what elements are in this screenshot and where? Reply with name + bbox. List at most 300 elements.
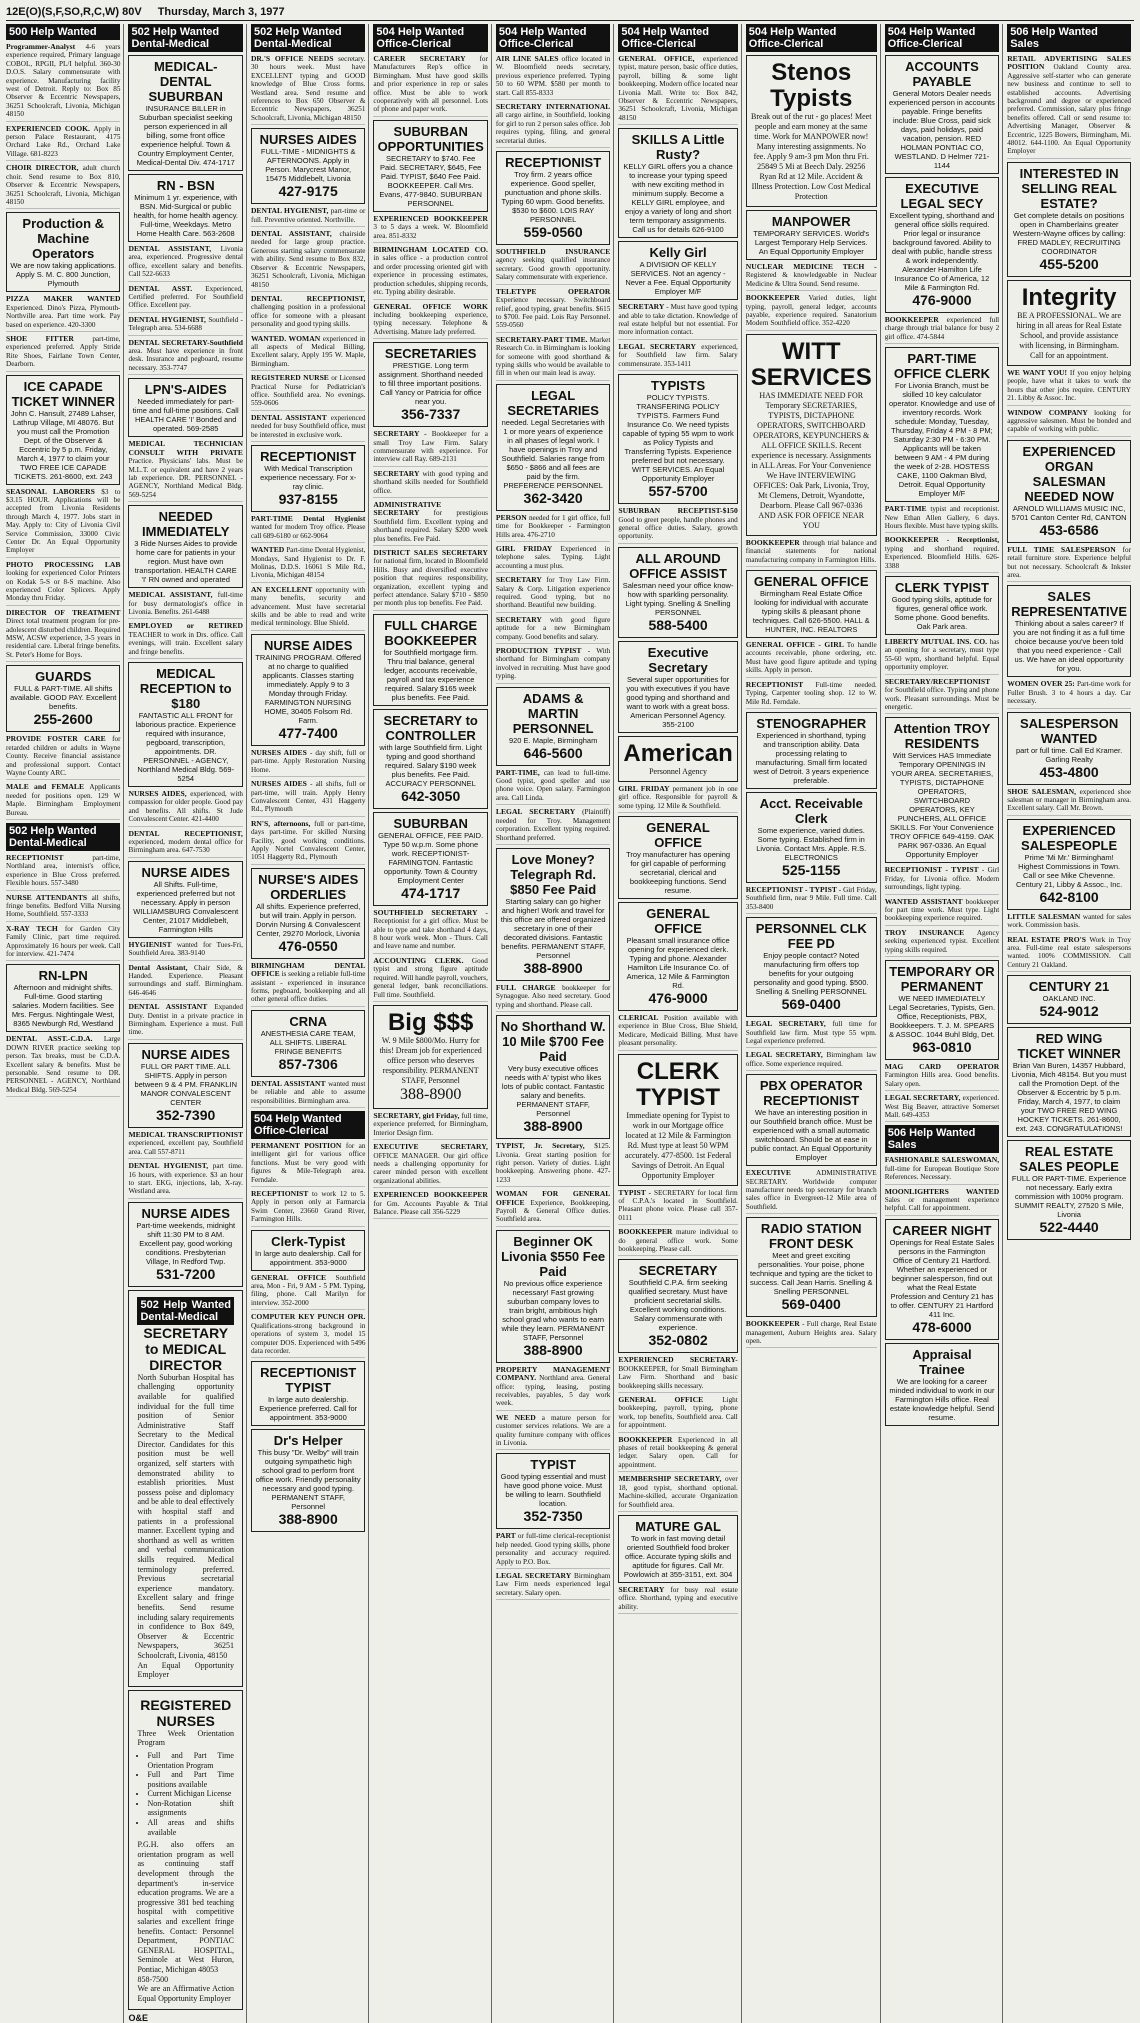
display-ad-title: RADIO STATION FRONT DESK	[760, 1221, 862, 1252]
classified-ad	[496, 103, 610, 148]
display-ad-body: Pleasant small insurance office opening for experienced clerk. Typing and phone. Alexander Hamilton Life Insurance Co. of America, 12 Mile & Farmington Rd.	[626, 935, 730, 990]
display-ad	[496, 384, 610, 511]
ad-text: Part-time work for Fuller Brush. 3 to 4 hours a day. Car necessary.	[1007, 680, 1131, 706]
classified-ad	[885, 505, 999, 533]
display-ad	[496, 848, 610, 981]
ad-lead: WE NEED	[495, 1412, 542, 1422]
display-ad-title: RN-LPN	[38, 968, 88, 984]
ad-lead: LITTLE SALESMAN	[1007, 911, 1083, 921]
ad-lead: EXPERIENCED COOK.	[6, 123, 94, 133]
ad-lead: SECRETARY	[373, 468, 423, 478]
display-ad-title: PBX OPERATOR RECEPTIONIST	[759, 1078, 863, 1109]
ad-text: for national firm, located in Bloomfield Hills. Busy and diversified executive position that requires responsibility, organization, excellent typing and perfect attendance. Salary $710 - $850 per month plus top benefits. Fee Paid.	[373, 557, 488, 608]
display-ad-body: Immediate opening for Typist to work in our Mortgage office located at 12 Mile & Farmington Rd. Must type at least 50 WPM accurately. 477-8500. 1st Federal Savings of Detroit. An Equal Opportunity Employer	[624, 1110, 732, 1180]
classified-ad	[496, 576, 610, 613]
display-ad-title: NURSE AIDES	[141, 1205, 230, 1221]
ad-text: Direct total treatment program for pre-adolescent disturbed children. Required MSW, ACSW experience, 3-5 years in residential care. Liberal fringe benefits. St. Peter's Home for Boys.	[6, 617, 121, 659]
display-ad	[128, 1202, 242, 1287]
display-ad	[128, 378, 242, 437]
classified-ad	[496, 1190, 610, 1227]
display-ad	[885, 960, 999, 1060]
ad-text: all shifts, fringe benefits. Bedford Villa Nursing Home, Southfield. 557-3333	[6, 893, 121, 919]
display-ad-phone: 642-3050	[401, 787, 461, 804]
ad-lead: TROY INSURANCE	[884, 927, 977, 937]
ad-text: Registered & knowledgeable in Nuclear Medicine & Ultra Sound. Send resume.	[745, 271, 877, 288]
ad-text: a mature person for customer services relations. We are a quality furniture company with offices in Livonia.	[495, 1413, 611, 1448]
display-ad	[251, 1361, 365, 1426]
ad-text: full time for Southfield law firm. Must type 55 wpm. Legal experience preferred.	[745, 1020, 877, 1045]
ad-lead: PRODUCTION TYPIST	[495, 646, 588, 656]
ad-text: Oakland County area. Aggressive self-starter who can generate new business and continue to sell to established accounts. Advertising background and degree or experienced preferred. Commission, salary plus fringe benefits offered. Call or send resume to: Advertising Manager, Observer & Eccentric, 1225 Bowers, Birmingham, Mi. 48012. 644-1100. An Equal Opportunity Employer	[1007, 63, 1131, 156]
display-ad-title: SALESPERSON WANTED	[1019, 715, 1119, 746]
display-ad-title: ADAMS & MARTIN PERSONNEL	[512, 690, 594, 736]
display-ad-phone: 388-8900	[523, 1118, 583, 1135]
page-code: 12E(O)(S,F,SO,R,C,W) 80V	[6, 6, 142, 18]
section-header: 504 Help Wanted Office-Clerical	[885, 24, 999, 52]
ad-text: Bookkeeper for a small Troy Law Firm. Salary commensurate with experience. For interview call Ray. 689-2131	[373, 430, 488, 464]
classified-ad	[885, 929, 999, 957]
display-ad-body: Several super opportunities for you with executives if you have good typing and shorthand and want to work with a great boss. American Personnel Agency. 355-2100	[626, 674, 730, 729]
display-ad	[885, 576, 999, 635]
display-ad-body: Troy firm. 2 years office experience. Good speller, punctuation and phone skills. Typing 60 wpm. Good benefits. $530 to $600. LOIS RAY PERSONNEL	[501, 170, 605, 225]
classified-ad	[496, 1366, 610, 1411]
display-ad-title: EXECUTIVE LEGAL SECY	[900, 181, 984, 211]
ad-lead: GENERAL OFFICE WORK	[373, 301, 488, 311]
classified-ad	[373, 549, 487, 611]
display-ad-phone: 362-3420	[523, 489, 583, 506]
display-ad	[618, 374, 737, 504]
display-ad-body: Experienced in shorthand, typing and transcription ability. Data processing relating to manufacturing. Small firm located west of Detroit. 3 years experience preferable.	[753, 730, 869, 785]
ad-lead: SOUTHFIELD INSURANCE	[495, 247, 611, 257]
classified-ad	[885, 898, 999, 926]
classified-ad	[885, 1094, 999, 1122]
masthead	[6, 4, 1134, 21]
display-ad-body: To work in fast moving detail oriented Southfield food broker office. Accurate typing skills and aptitude for figures. Call Mr. Powlowich at 355-3151, ext. 304	[623, 1533, 733, 1579]
ad-text: Expanded Duty. Dentist in a private practice in Birmingham. Experience a must. Full time.	[128, 1003, 243, 1037]
display-ad	[6, 212, 120, 292]
classified-ad	[618, 1396, 737, 1433]
display-ad	[373, 120, 487, 212]
display-ad	[618, 641, 737, 733]
ad-lead: NUCLEAR MEDICINE TECH -	[745, 262, 877, 271]
ad-lead: BOOKKEEPER - Receptionist,	[884, 535, 1000, 545]
ad-text: challenging position in a professional office for someone with a pleasant personality and good typing skills.	[250, 303, 366, 329]
ad-lead: DENTAL ASSISTANT	[128, 1002, 215, 1012]
classified-ad	[885, 1188, 999, 1216]
ad-lead: LEGAL SECRETARY,	[745, 1019, 833, 1029]
classified-ad	[373, 1143, 487, 1188]
display-ad-body: ARNOLD WILLIAMS MUSIC INC, 5701 Canton Center Rd, CANTON	[1011, 503, 1127, 522]
display-ad-phone: 476-0550	[278, 937, 338, 954]
page-footer: O&E	[128, 2013, 148, 2023]
display-ad-phone: 474-1717	[401, 884, 461, 901]
ad-lead: RN'S, afternoons,	[250, 818, 315, 828]
ad-text: - all shifts, full or part-time, will train. Apply Henry Convalescent Center, 431 Haggerty Rd., Plymouth	[250, 780, 366, 814]
classified-ad	[618, 55, 737, 125]
display-ad	[373, 342, 487, 427]
classified-ad	[6, 43, 120, 122]
ad-lead: WOMAN FOR GENERAL OFFICE	[495, 1189, 611, 1207]
display-ad	[251, 868, 365, 959]
display-ad	[885, 347, 999, 502]
section-header: 504 Help Wanted Office-Clerical	[496, 24, 610, 52]
display-ad-body: BE A PROFESSIONAL. We are hiring in all areas for Real Estate School, and provide assistance with licensing, in Birmingham. Call for an appointment.	[1016, 310, 1122, 360]
ad-lead: BIRMINGHAM LOCATED CO.	[373, 245, 488, 255]
display-ad	[618, 1515, 737, 1583]
wide-display-ad	[128, 1690, 242, 2011]
classified-ad	[128, 790, 242, 827]
ad-lead: GENERAL OFFICE,	[618, 54, 704, 63]
ad-text: in sales office - a production control and order processing oriented girl with experience in processing estimates, production schedules, shipping records, etc. Typing ability desirable.	[373, 254, 488, 297]
classified-ad	[618, 507, 737, 544]
display-ad-title: CRNA	[289, 1013, 327, 1029]
ad-lead: PROPERTY MANAGEMENT COMPANY.	[495, 1364, 611, 1383]
ad-lead: DENTAL SECRETARY-Southfield	[128, 337, 243, 347]
display-ad-body: All shifts. Experience preferred, but will train. Apply in person. Dorvin Nursing & Convalescent Center, 29270 Morlock, Livonia	[256, 901, 361, 938]
ad-text: - Full charge, Real Estate management, Auburn Heights area. Salary open.	[745, 1320, 877, 1345]
ad-lead: NURSES AIDES	[250, 779, 311, 789]
ad-text: bookkeeper for Synagogue. Also need secretary. Good typing and shorthand. Please call.	[495, 983, 611, 1009]
ad-lead: COMPUTER KEY PUNCH OPR.	[250, 1312, 366, 1322]
ad-text: typist and receptionist. New Ethan Allen Gallery, 6 days. Hours flexible. Must have typing skills.	[884, 505, 1000, 531]
ad-lead: GENERAL OFFICE - GIRL	[745, 640, 847, 650]
ad-text: experienced full charge through trial balance for busy 2 girl office. 474-5844	[884, 316, 1000, 341]
display-ad-title: EXPERIENCED ORGAN SALESMAN NEEDED NOW	[1022, 443, 1116, 504]
display-ad-phone: 453-6586	[1039, 521, 1099, 538]
classified-ad	[496, 769, 610, 806]
ad-lead: REAL ESTATE PRO'S	[1007, 934, 1090, 944]
ad-lead: NURSE ATTENDANTS	[6, 892, 92, 902]
display-ad-title: MEDICAL-DENTAL SUBURBAN	[148, 59, 223, 104]
ad-text: for Garden City Family Clinic, part time required. Approximately 16 hours per week. Call for interview. 421-7474	[6, 924, 121, 958]
ad-text: agency seeking qualified insurance secretary. Good growth opportunity. Salary commensurate with experience.	[495, 256, 611, 282]
display-ad-body: Thinking about a sales career? If you are not finding it as a full time choice because you've been told that you need experience - Call us. We have an ideal opportunity for you.	[1013, 619, 1125, 674]
ad-lead: MEDICAL ASSISTANT,	[128, 590, 218, 600]
ad-text: Part-time Dental Hygienist, Mondays, Sand Hygienist to Dr. F. Molinas, D.D.S. 16061 S Mile Rd., Livonia, Michigan 48154	[250, 546, 366, 580]
display-ad-phone: 455-5200	[1039, 255, 1099, 272]
ad-text: Southfield area, Mon - Fri, 9 AM - 5 PM. Typing, filing, phone. Call Marilyn for interview. 352-2000	[250, 1273, 366, 1307]
ad-lead: MEDICAL TECHNICIAN CONSULT WITH PRIVATE	[128, 439, 243, 457]
display-ad-title: FULL CHARGE BOOKKEEPER	[384, 617, 478, 648]
display-ad-body: SECRETARY to $740. Fee Paid. SECRETARY, $645, Fee Paid. TYPIST, $640 Fee Paid. BOOKKEEPER. Call Mrs. Evans, 477-9840. SUBURBAN PERSONNEL	[379, 153, 482, 208]
display-ad-body: Openings for Real Estate Sales persons in the Farmington Office of Century 21 Hartford. Whether an experienced or beginner salesperson, find out what the Real Estate Profession and Century 21 has to offer. CENTURY 21 Hartford 411 Inc.	[889, 1237, 995, 1319]
ad-text: or Licensed Practical Nurse for Pediatrician's office. Southfield area. No evenings. 559-0606	[250, 374, 366, 408]
display-ad-title: CLERK TYPIST	[894, 580, 989, 596]
ad-text: looking for aggressive salesmen. Must be bonded and capable of working with public.	[1007, 408, 1131, 434]
ad-text: Receptionist for a girl office. Must be able to type and take shorthand 4 days, 8 hour work week. Mon - Thurs. Call and leave name and number.	[373, 917, 488, 951]
classified-ad	[128, 1131, 242, 1159]
classified-ad	[251, 749, 365, 777]
ad-lead: SOUTHFIELD SECRETARY -	[373, 907, 488, 917]
ad-lead: DENTAL RECEPTIONIST,	[128, 828, 243, 838]
classified-ad	[618, 1436, 737, 1473]
display-ad-title: ACCOUNTS PAYABLE	[905, 59, 979, 89]
display-ad	[128, 174, 242, 242]
display-ad-title: SKILLS A Little Rusty?	[631, 132, 725, 163]
display-ad	[251, 445, 365, 512]
ad-text: wanted for sales work. Commission basis.	[1007, 912, 1131, 930]
ad-lead: BOOKKEEPER	[745, 293, 809, 303]
display-ad	[496, 151, 610, 245]
display-ad-title: RECEPTIONIST TYPIST	[260, 1365, 357, 1396]
classified-ad	[373, 1191, 487, 1219]
display-ad-body: Enjoy people contact? Noted manufacturing firm offers top benefits for your outgoing personality and good typing. $500. Snelling & Snelling PERSONNEL	[753, 951, 869, 997]
ad-text: area. Must have experience in front desk. Insurance and pegboard, resume necessary. 353-7747	[128, 347, 243, 372]
display-ad-body: This busy "Dr. Welby" will train outgoing sympathetic high school grad to perform front office work. Friendly personality necessary and good typing. PERMANENT STAFF, Personnel	[255, 1448, 361, 1512]
wide-ad-note: An Equal Opportunity Employer	[137, 1660, 234, 1680]
classified-column	[6, 24, 124, 2023]
wide-ad-title: SECRETARY to MEDICAL DIRECTOR	[143, 1324, 229, 1373]
display-ad-body: FULL-TIME - MIDNIGHTS & AFTERNOONS. Apply in Person. Marycrest Manor, 15475 Middlebelt, Livonia	[260, 147, 356, 184]
classified-ad	[251, 374, 365, 411]
ad-lead: LEGAL SECRETARY	[495, 1571, 575, 1581]
section-header: 502 Help Wanted Dental-Medical	[251, 24, 365, 52]
classified-ad	[6, 735, 120, 780]
ad-text: SECRETARY for local firm of C.P.A.'s located in Southfield. Pleasant phone voice. Please call 357-0111	[618, 1188, 738, 1222]
display-ad-title: Clerk-Typist	[271, 1233, 346, 1249]
ad-text: Livonia area, experienced. Progressive dental office, excellent salary and benefits. Call 522-6633	[128, 245, 243, 279]
display-ad-title: GENERAL OFFICE	[646, 905, 710, 936]
ad-text: for Southfield office. Typing and phone work. Pleasant surroundings. Must be energetic.	[884, 686, 1000, 711]
classified-ad	[496, 647, 610, 684]
display-ad-body: WE NEED IMMEDIATELY Legal Secretaries, Typists, Gen. Office, Receptionists, PBX, Bookkeepers. T. J. M. SPEARS & ASSOC. 1044 Buhl Bldg, Det.	[888, 993, 996, 1039]
ad-lead: PERSON	[495, 512, 529, 522]
classified-ad	[128, 1162, 242, 1199]
ad-text: is seeking a reliable full-time assistant - experienced in insurance forms, pegboard, bookkeeping and all other general office duties.	[250, 970, 366, 1004]
display-ad-title: SECRETARY to CONTROLLER	[383, 712, 478, 743]
display-ad-body: Very busy executive offices needs with A' typist who likes lots of public contact. Fantastic salary and benefits. PERMANENT STAFF, Personnel	[501, 1064, 605, 1119]
ad-lead: BOOKKEEPER	[745, 537, 803, 547]
display-ad	[746, 570, 877, 638]
ad-lead: CLERICAL	[618, 1012, 664, 1022]
classified-ad	[128, 339, 242, 376]
display-ad	[373, 709, 487, 809]
wide-ad-bullet: • Full and Part Time Orientation Program	[147, 1751, 233, 1770]
wide-ad-bullet: • All areas and shifts available	[147, 1818, 233, 1837]
section-header: 502 Help Wanted Dental-Medical	[6, 823, 120, 851]
ad-text: Apply in person Palace Restaurant, 4175 Orchard Lake Rd., Orchard Lake Village. 681-8223	[6, 124, 121, 158]
display-ad-body: Good typing skills, aptitude for figures, general office work. Some phone. Good benefits. Oak Park area.	[891, 595, 993, 632]
display-ad-title: MANPOWER	[771, 214, 851, 229]
ad-lead: LEGAL SECRETARY,	[745, 1050, 827, 1060]
display-ad	[373, 1005, 487, 1109]
classified-ad	[1007, 409, 1131, 437]
classified-column	[373, 24, 491, 2023]
ad-lead: WANTED ASSISTANT	[884, 896, 966, 906]
display-ad	[746, 792, 877, 883]
classified-ad	[6, 295, 120, 332]
classified-ad	[251, 780, 365, 817]
classified-ad	[6, 609, 120, 662]
display-ad	[128, 505, 242, 588]
display-ad	[373, 614, 487, 706]
ad-text: part time. 16 hours, with experience. $3 an hour to start. EKG, injections, lab, X-ray. Westland area.	[128, 1162, 243, 1196]
ad-lead: LIBERTY MUTUAL INS. CO.	[884, 637, 990, 647]
ad-lead: BOOKKEEPER	[618, 1227, 677, 1237]
classified-ad	[128, 964, 242, 1001]
classified-ad	[251, 515, 365, 543]
display-ad-body: Good typing essential and must have good phone voice. Must be willing to learn. Southfield location.	[500, 1472, 606, 1509]
classified-ad	[251, 335, 365, 372]
ad-lead: PROVIDE FOSTER CARE	[6, 734, 113, 744]
display-ad-phone: 525-1155	[782, 861, 841, 878]
wide-ad-text: North Suburban Hospital has challenging opportunity available for qualified individual for the full time position of Senior Administrative Staff Secretary to the Medical Director. Candidates for this position must be well organized, self starters with demonstrated ability to establish priorities. Must possess poise and diplomacy and be able to deal effectively with hospital staff and patients in a professional manner. Excellent typing and shorthand as well as written and verbal communication skills required. Medical terminology preferred. Previous secretarial experience mandatory. Excellent salary and fringe benefits. Send resume including salary requirements in confidence to Box 849, Observer & Eccentric Newspapers, 36251 Schoolcraft, Livonia, 48150	[137, 1372, 234, 1660]
display-ad-phone: 352-7350	[523, 1508, 583, 1525]
display-ad-title: SUBURBAN OPPORTUNITIES	[377, 123, 484, 154]
display-ad-body: Brian Van Buren, 14357 Hubbard, Livonia, Mich 48154. But you must call the Promotion Dept. of the Observer & Eccentric by 5 p.m. Friday, March 4, 1977, to claim your TWO FREE RED WING HOCKEY TICKETS. 261-8600, ext. 243. CONGRATULATIONS!	[1011, 1061, 1127, 1134]
ad-lead: NURSES AIDES	[250, 747, 310, 757]
display-ad-body: Starting salary can go higher and higher! Work and travel for this office are offered organized secretary in one of their decorated divisions. Fantastic benefits. PERMANENT STAFF, Personnel	[500, 896, 606, 960]
display-ad	[885, 55, 999, 174]
ad-text: 4-6 years experience required, Primary language COBOL, RPGII, PL/I helpful. 360-30 D.O.S. Salary commensurate with experience. Manufacturing facility west of Detroit. Reply to: Box 85 Observer & Eccentric Newspapers, 36251 Schoolcraft, Livonia, Michigan 48150	[6, 43, 121, 119]
ad-lead: PHOTO PROCESSING LAB	[6, 559, 121, 569]
display-ad-title: TYPISTS	[650, 378, 706, 394]
display-ad-title: NEEDED IMMEDIATELY	[142, 509, 230, 540]
ad-text: for Manufacturers Rep's office in Birmingham. Must have good skills and prior experience in rep or sales office. Must be able to work cooperatively with all personnel. Lots of phone and paper work.	[373, 55, 488, 114]
display-ad-body: Witt Services HAS Immediate Temporary OPENINGS IN YOUR AREA. SECRETARIES, TYPISTS, DICTAPHONE OPERATORS, SWITCHBOARD OPERATORS, KEY PUNCHERS, ALL OFFICE SKILLS. For Your Convenience TROY OFFICE 649-4159. OAK PARK 967-0336. An Equal Opportunity Employer	[889, 751, 994, 860]
classified-column	[885, 24, 1003, 2023]
ad-lead: CHOIR DIRECTOR,	[6, 163, 83, 173]
display-ad-body: needed. Legal Secretaries with 1 or more years of experience in all phases of legal work. I have openings in Troy and Southfield. Salaries range from $650 - $866 and all fees are paid by the firm. PREFERENCE PERSONNEL	[501, 417, 605, 490]
classified-ad	[373, 430, 487, 467]
display-ad-body: Afternoon and midnight shifts. Full-time. Good starting salaries. Modern facilities. See Mrs. Fergus. Nightingale West, 8365 Newburgh Rd, Westland	[11, 983, 115, 1029]
display-ad	[1007, 1027, 1131, 1137]
ad-text: permanent job in one girl office. Responsible for payroll & some typing. 12 Mile & Southfield.	[618, 784, 738, 810]
ad-lead: WANTED	[250, 545, 287, 555]
classified-ad	[128, 830, 242, 858]
display-ad	[6, 375, 120, 485]
ad-lead: LEGAL SECRETARY	[618, 341, 702, 351]
wide-display-ad	[128, 1290, 242, 1687]
ad-text: - With shorthand for Birmingham company involved in recruiting. Must have good typing.	[495, 647, 611, 681]
display-ad	[373, 812, 487, 906]
ad-text: Experienced. Dino's Pizza, Plymouth-Northville area. Part time work. Pay based on experience. 420-3300	[6, 303, 121, 329]
ad-lead: WE WANT YOU!	[1007, 367, 1070, 377]
display-ad-title: PART-TIME OFFICE CLERK	[893, 351, 990, 382]
display-ad	[1007, 162, 1131, 277]
display-ad	[1007, 280, 1131, 366]
display-ad	[618, 816, 737, 899]
display-ad-phone: 557-5700	[648, 483, 708, 500]
classified-ad	[496, 1532, 610, 1569]
display-ad-phone: 559-0560	[523, 224, 583, 241]
section-header: 504 Help Wanted Office-Clerical	[618, 24, 737, 52]
display-ad-phone: 569-0400	[781, 1296, 841, 1313]
wide-ad-note: We are an Affirmative Action Equal Opportunity Employer	[137, 1984, 234, 2003]
display-ad	[251, 634, 365, 746]
classified-ad	[6, 894, 120, 922]
display-ad-body: FULL & PART-TIME. All shifts available. GOOD PAY. Excellent benefits.	[10, 684, 117, 712]
ad-text: experienced, for Southfield law firm. Salary commensurate. 353-1411	[618, 342, 738, 368]
section-header: 504 Help Wanted Office-Clerical	[251, 1111, 365, 1139]
ad-lead: RECEPTIONIST - TYPIST	[745, 884, 839, 894]
section-header: 506 Help Wanted Sales	[1007, 24, 1131, 52]
ad-text: Experience, Bookkeeping, Payroll & General Office duties. Southfield area.	[495, 1198, 611, 1224]
ad-text: - Must have good typing and able to take dictation. Knowledge of real estate helpful but not essential. For more information contact.	[618, 303, 738, 337]
ad-lead: PERMANENT POSITION	[250, 1141, 346, 1150]
display-ad-title: ALL AROUND OFFICE ASSIST	[629, 550, 727, 581]
ad-text: experienced. West Big Beaver, attractive Somerset Mall. 649-4353	[884, 1094, 1000, 1119]
display-ad-body: We are looking for a career minded individual to work in our Farmington Hills office. Real estate knowledge helpful. Send resume.	[889, 1376, 995, 1422]
ad-text: over 18, good typist, shorthand optional. Machine-skilled, accurate Organization for Southfield area.	[618, 1475, 738, 1509]
ad-text: Good typist and strong figure aptitude required. Will handle payroll, vouchers, general ledger, bank reconciliations. Full time. Southfield.	[373, 956, 488, 999]
display-ad-body: TEMPORARY SERVICES. World's Largest Temporary Help Services. An Equal Opportunity Employer	[753, 229, 870, 256]
classified-ad	[496, 616, 610, 644]
display-ad-body: Southfield C.P.A. firm seeking qualified secretary. Must have proficient secretarial skills. Excellent working conditions. Salary commensurate with experience.	[628, 1278, 728, 1333]
classified-ad	[128, 285, 242, 313]
classified-ad	[251, 230, 365, 292]
ad-lead: DENTAL ASSISTANT	[250, 1078, 329, 1088]
classified-ad	[1007, 913, 1131, 933]
classified-ad	[251, 414, 365, 442]
section-header: 502 Help Wanted Dental-Medical	[128, 24, 242, 52]
ad-text: Practice. Physicians' labs. Must be M.L.T. or equivalent and have 2 years lab experience. DR. PERSONNEL - AGENCY, Northland Medical Bldg. 569-5254	[128, 457, 243, 499]
classified-ad	[885, 1063, 999, 1091]
display-ad	[618, 241, 737, 300]
classified-ad	[6, 125, 120, 162]
ad-lead: RECEPTIONIST - TYPIST	[884, 865, 982, 875]
ad-lead: PART-TIME	[884, 504, 931, 514]
display-ad-title: SUBURBAN	[393, 815, 468, 831]
display-ad	[618, 1054, 737, 1186]
display-ad-title: RED WING TICKET WINNER	[1017, 1031, 1121, 1062]
display-ad-phone: 646-5600	[523, 744, 583, 761]
display-ad-title: CENTURY 21	[1028, 979, 1110, 995]
display-ad-body: Birmingham Real Estate Office looking for individual with accurate typing skills & pleasant phone techniques. Call 626-5500. HALL & HUNTER, INC. REALTORS	[752, 589, 870, 635]
display-ad-title: Executive Secretary	[647, 644, 709, 675]
ad-lead: DENTAL ASSISTANT,	[250, 229, 340, 239]
ad-text: full-time for busy dermatologist's office in Livonia. Benefits. 261-6488	[128, 591, 243, 616]
display-ad	[251, 128, 365, 204]
classified-ad	[251, 1142, 365, 1187]
ad-text: office located in W. Bloomfield needs secretary, previous experience preferred. Typing 50 to 60 WPM. $580 per month to start. Call 855-8333	[495, 55, 611, 97]
display-ad-title: MATURE GAL	[635, 1518, 721, 1534]
ad-text: Good to greet people, handle phones and general office duties. Salary, growth opportunity.	[618, 515, 738, 541]
classified-ad	[746, 1169, 877, 1214]
ad-text: experienced needed for busy Southfield office, must be interested in exclusive work.	[250, 413, 366, 439]
display-ad-title: RN - BSN	[156, 178, 215, 193]
classified-ad	[251, 1080, 365, 1108]
ad-text: with good typing and shorthand skills needed for Southfield office.	[373, 469, 488, 495]
classified-column	[1007, 24, 1134, 2023]
display-ad-phone: 255-2600	[33, 711, 93, 728]
display-ad-title: SALES REPRESENTATIVE	[1011, 589, 1128, 620]
ad-lead: PART-TIME,	[495, 767, 544, 777]
ad-lead: GENERAL OFFICE	[250, 1272, 336, 1282]
classified-ad	[373, 957, 487, 1002]
classified-ad	[1007, 788, 1131, 816]
display-ad-title: NURSE AIDES	[141, 864, 230, 880]
display-ad-phone: 569-0400	[781, 996, 841, 1013]
display-ad-body: Get complete details on positions open in Chamberlains greater Western-Wayne offices by calling: FRED MADLEY, RECRUITING COORDINATOR	[1012, 210, 1126, 256]
wide-ad-lead: Three Week Orientation Program	[137, 1728, 234, 1748]
display-ad-phone: 642-8100	[1039, 888, 1099, 905]
classified-ad	[618, 1475, 737, 1512]
display-ad	[128, 861, 242, 938]
display-ad-body: For Livonia Branch, must be skilled 10 key calculator operator. Knowledge and use of inventory records. Work schedule: Monday, Tuesday, Thursday, Friday 4 PM - 8 PM; Saturday 2:30 PM - 6:30 PM. Applicants will be taken between 9 AM - 4 PM during the week of 2-28. HOSTESS CAKE, 1100 Oakman Blvd, Detroit. Equal Opportunity Employer M/F	[888, 381, 995, 499]
display-ad	[128, 55, 242, 171]
ad-text: - day shift, full or part-time. Apply Restoration Nursing Home.	[250, 748, 366, 774]
ad-lead: TELETYPE OPERATOR	[495, 286, 611, 296]
ad-text: Sales or management experience helpful. Call for appointment.	[884, 1196, 1000, 1213]
display-ad	[746, 210, 877, 260]
classified-ad	[373, 470, 487, 498]
display-ad-title: NURSE AIDES	[141, 1046, 230, 1062]
display-ad	[1007, 819, 1131, 910]
display-ad-phone: 388-8900	[400, 1085, 462, 1103]
display-ad-body: FULL OR PART TIME. ALL SHIFTS. Apply in person between 9 & 4 PM. FRANKLIN MANOR CONVALESCENT CENTER	[134, 1061, 237, 1107]
display-ad	[618, 902, 737, 1011]
